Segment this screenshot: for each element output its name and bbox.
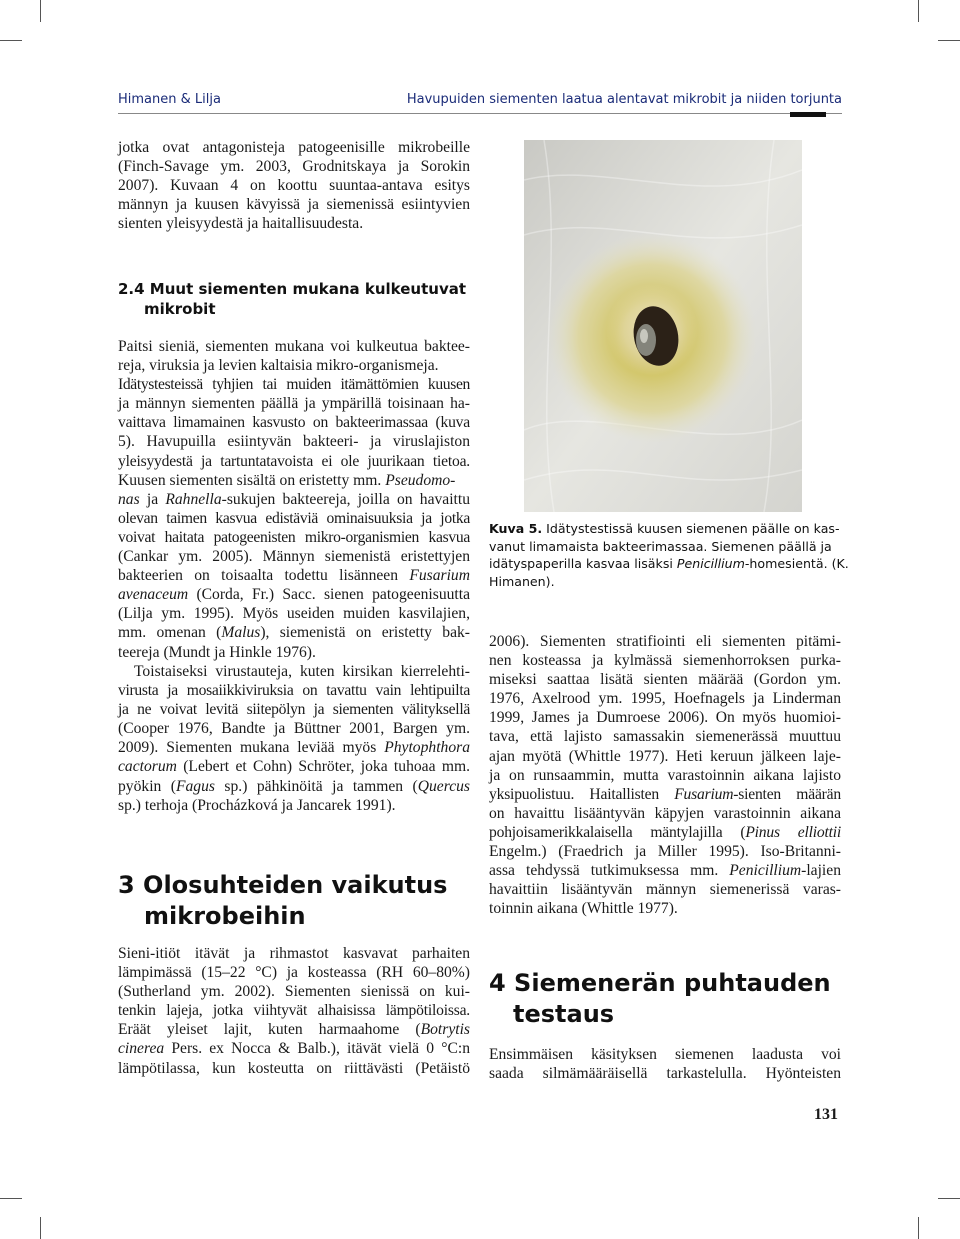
paragraph-viruses: Toistaiseksi virustauteja, kuten kirsikan kierrelehti- virusta ja mosaiikkiviruksia on tavattu vain lehtipuilta ja ne voivat levitä siitepölyn ja siementen välityksellä (Cooper 1976, Bandte ja Büttner 2001, Bargen ym. 2009). Siementen mukana leviää myös Phytophthora cactorum (Lebert et Cohn) Schröter, joka tuhoaa mm. pyökin (Fagus sp.) pähkinöitä ja tammen (Quercus sp.) terhoja (Procházková ja Jancarek 1991).	[118, 663, 470, 814]
section-heading-3: 3 Olosuhteiden vaikutus mikrobeihin	[118, 871, 448, 930]
figure-5-photo	[524, 140, 802, 512]
crop-mark	[0, 1198, 22, 1199]
figure-5-caption: Kuva 5. Idätystestissä kuusen siemenen päälle on kas- vanut limamaista bakteerimassaa. Siemenen päällä ja idätyspaperilla kasvaa lisäksi Penicillium-homesientä. (K. Himanen).	[489, 521, 849, 589]
crop-mark	[40, 1217, 41, 1239]
section-heading-4: 4 Siemenerän puhtauden testaus	[489, 969, 831, 1028]
running-header-title: Havupuiden siementen laatua alentavat mikrobit ja niiden torjunta	[406, 92, 842, 107]
paragraph-other-microbes: Paitsi sieniä, siementen mukana voi kulkeutua baktee- reja, viruksia ja levien kaltaisia mikro-organismeja. Idätystesteissä tyhjien tai muiden itämättömien kuusen ja männyn siementen päällä ja ympärillä toisinaan ha- vaittava limamainen kasvusto on bakteerimassaa (kuva 5). Havupuilla esiintyvän bakteeri- ja viruslajiston yleisyydestä ja tartuntatavoista ei ole juurikaan tietoa. Kuusen siementen sisältä on eristetty mm. Pseudomo- nas ja Rahnella-sukujen bakteereja, joilla on havaittu olevan taimen kasvua edistäviä ominaisuuksia ja jotka voivat haitata patogeenisten mikro-organismien kasvua (Cankar ym. 2005). Männyn siemenistä eristettyjen bakteerien on toisaalta todettu lisänneen Fusarium avenaceum (Corda, Fr.) Sacc. sienen patogeenisuutta (Lilja ym. 1995). Myös useiden muiden kasvilajien, mm. omenan (Malus), siemenistä on eristetty bak- teereja (Mundt ja Hinkle 1976).	[118, 338, 470, 661]
paragraph-conditions: Sieni-itiöt itävät ja rihmastot kasvavat parhaiten lämpimässä (15–22 °C) ja kosteassa (RH 60–80%) (Sutherland ym. 2002). Siementen sienissä on kui- tenkin lajeja, jotka viihtyvät alhaisissa lämpötiloissa. Eräät yleiset lajit, kuten harmaahome (Botrytis cinerea Pers. ex Nocca & Balb.), itävät vielä 0 °C:n lämpötilassa, kun kosteutta on riittävästi (Petäistö	[118, 945, 470, 1077]
caption-label: Kuva 5.	[489, 521, 543, 536]
crop-mark	[938, 40, 960, 41]
crop-mark	[938, 1198, 960, 1199]
running-header-authors: Himanen & Lilja	[118, 92, 221, 107]
paragraph-storage: 2006). Siementen stratifiointi eli siementen pitämi- nen kosteassa ja kylmässä siemenhorroksen purka- miseksi saattaa lisätä sienten määrää (Gordon ym. 1976, Axelrood ym. 1995, Hoefnagels ja Linderman 1999, James ja Dumroese 2006). On myös huomioi- tava, että lajisto samassakin siemenerässä muuttuu ajan myötä (Whittle 1977). Heti keruun jälkeen laje- ja on runsaammin, mutta varastoinnin aikana lajisto yksipuolistuu. Haitallisten Fusarium-sienten määrän on havaittu lisääntyvän käpyjen varastoinnin aikana pohjoisamerikkalaisella mäntylajilla (Pinus elliottii Engelm.) (Fraedrich ja Miller 1995). Iso-Britanni- assa tehdyssä tutkimuksessa mm. Penicillium-lajien havaittiin lisääntyvän männyn siemenerissä varas- toinnin aikana (Whittle 1977).	[489, 633, 841, 918]
crop-mark	[0, 40, 22, 41]
paragraph-seed-purity: Ensimmäisen käsityksen siemenen laadusta voi saada silmämääräisellä tarkastelulla. Hyönteisten	[489, 1046, 841, 1083]
crop-mark	[40, 0, 41, 22]
crop-mark	[918, 0, 919, 22]
page-number: 131	[814, 1106, 838, 1123]
header-rule	[118, 113, 842, 114]
seed-bacteria-image	[524, 140, 802, 512]
intro-paragraph: jotka ovat antagonisteja patogeenisille mikrobeille (Finch-Savage ym. 2003, Grodnitskaya ja Sorokin 2007). Kuvaan 4 on koottu suuntaa-antava esitys männyn ja kuusen kävyissä ja siemenissä esiintyvien sienten yleisyydestä ja haitallisuudesta.	[118, 139, 470, 233]
section-heading-2-4: 2.4 Muut siementen mukana kulkeutuvat mikrobit	[118, 280, 467, 318]
crop-mark	[918, 1217, 919, 1239]
header-marker	[790, 112, 826, 117]
